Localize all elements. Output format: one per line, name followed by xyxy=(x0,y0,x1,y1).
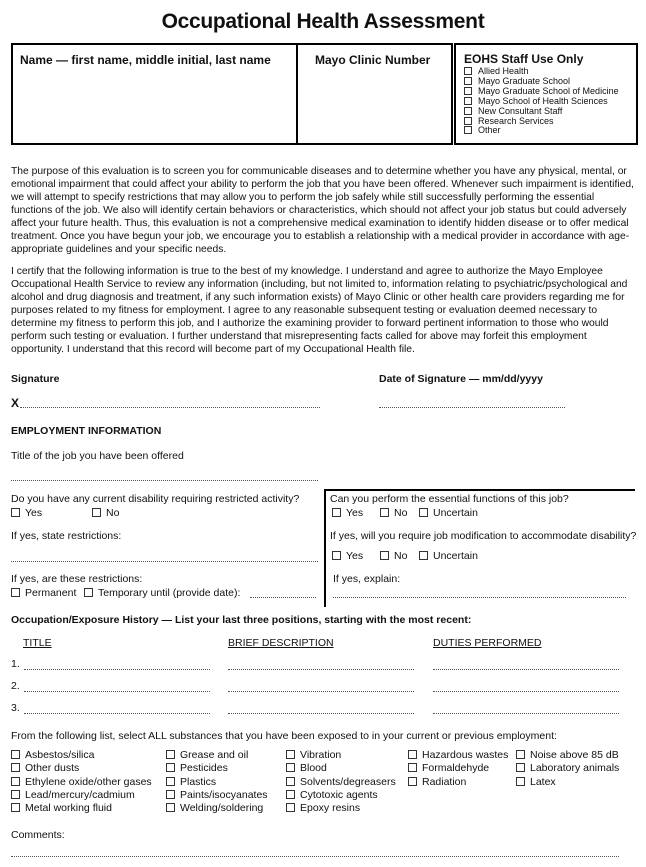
employment-heading: EMPLOYMENT INFORMATION xyxy=(11,425,162,437)
substance-option[interactable]: Hazardous wastes xyxy=(408,749,508,761)
signature-label: Signature xyxy=(11,373,60,385)
eohs-option[interactable]: Mayo Graduate School of Medicine xyxy=(464,87,619,97)
eohs-option[interactable]: New Consultant Staff xyxy=(464,107,619,117)
checkbox-icon[interactable] xyxy=(516,777,525,786)
checkbox-icon[interactable] xyxy=(11,750,20,759)
checkbox-icon[interactable] xyxy=(286,803,295,812)
signature-line[interactable] xyxy=(20,407,320,408)
checkbox-icon[interactable] xyxy=(464,87,472,95)
checkbox-icon[interactable] xyxy=(286,777,295,786)
history-description-line[interactable] xyxy=(228,669,414,670)
checkbox-icon[interactable] xyxy=(286,750,295,759)
substance-option[interactable]: Other dusts xyxy=(11,762,79,774)
disability-no-option[interactable]: No xyxy=(92,507,119,519)
checkbox-icon[interactable] xyxy=(464,126,472,134)
signature-date-label: Date of Signature — mm/dd/yyyy xyxy=(379,373,543,385)
checkbox-icon[interactable] xyxy=(92,508,101,517)
checkbox-icon[interactable] xyxy=(464,107,472,115)
checkbox-icon[interactable] xyxy=(419,508,428,517)
restrictions-type-question: If yes, are these restrictions: xyxy=(11,573,143,585)
eohs-option[interactable]: Other xyxy=(464,126,619,136)
checkbox-icon[interactable] xyxy=(166,763,175,772)
explain-label: If yes, explain: xyxy=(333,573,401,585)
substance-option[interactable]: Metal working fluid xyxy=(11,802,112,814)
checkbox-icon[interactable] xyxy=(11,588,20,597)
checkbox-icon[interactable] xyxy=(419,551,428,560)
name-label: Name — first name, middle initial, last name xyxy=(20,53,271,67)
checkbox-icon[interactable] xyxy=(408,777,417,786)
explain-line[interactable] xyxy=(333,597,626,598)
substances-prompt: From the following list, select ALL substances that you have been exposed to in your current or previous employment: xyxy=(11,730,557,742)
substance-option[interactable]: Welding/soldering xyxy=(166,802,263,814)
permanent-option[interactable]: Permanent xyxy=(11,587,76,599)
checkbox-icon[interactable] xyxy=(380,551,389,560)
history-title-line[interactable] xyxy=(24,669,210,670)
certification-paragraph: I certify that the following information is true to the best of my knowledge. I understand and agree to authorize the Mayo Employee Occupational Health Service to review any information (including, but not limited to, information relating to psychiatric/psychological and alcohol and drug diagnosis and treatment, if any such information exists) of Mayo Clinic or other health care providers regarding me for purposes related to my fitness for employment. I agree to any reasonable subsequent testing or evaluation deemed necessary to determine my fitness to perform this job, and I authorize the examining provider to forward pertinent information to those who would perform such testing or evaluation. I further understand that misrepresenting facts called for above may forfeit this employment opportunity. I understand that this record will become part of my Occupational Health file. xyxy=(11,266,628,355)
clinic-number-label: Mayo Clinic Number xyxy=(315,53,431,67)
history-column-duties: DUTIES PERFORMED xyxy=(433,637,542,649)
history-title-line[interactable] xyxy=(24,691,210,692)
substance-option[interactable]: Laboratory animals xyxy=(516,762,619,774)
history-duties-line[interactable] xyxy=(433,713,619,714)
eohs-title: EOHS Staff Use Only xyxy=(464,52,584,66)
substance-option[interactable]: Noise above 85 dB xyxy=(516,749,619,761)
substance-option[interactable]: Blood xyxy=(286,762,327,774)
comments-line[interactable] xyxy=(11,856,619,857)
purpose-paragraph: The purpose of this evaluation is to screen you for communicable diseases and to determine whether you have any physical, mental, or emotional impairment that could affect your ability to perform the job that you have been offered. Whenever such impairment is identified, we will attempt to specify restrictions that may allow you to perform the job safely while still successfully performing the essential functions of the job. We also will identify certain behaviors or characteristics, which should not affect your job status but could adversely affect your future health. Thus, this evaluation is not a comprehensive medical examination to identify hidden disease or to offer medical treatment. Once you have begun your job, we encourage you to establish a relationship with a medical provider in accordance with age-appropriate guidelines and your specific needs. xyxy=(11,166,634,255)
checkbox-icon[interactable] xyxy=(380,508,389,517)
section-rule xyxy=(324,489,635,491)
checkbox-icon[interactable] xyxy=(464,77,472,85)
name-field[interactable] xyxy=(14,68,292,140)
essential-no-option[interactable]: No xyxy=(380,507,407,519)
history-row-number: 1. xyxy=(11,658,20,670)
checkbox-icon[interactable] xyxy=(516,763,525,772)
substance-option[interactable]: Ethylene oxide/other gases xyxy=(11,776,152,788)
checkbox-icon[interactable] xyxy=(464,97,472,105)
essential-yes-option[interactable]: Yes xyxy=(332,507,363,519)
substance-option[interactable]: Lead/mercury/cadmium xyxy=(11,789,135,801)
signature-date-line[interactable] xyxy=(379,407,565,408)
eohs-option[interactable]: Research Services xyxy=(464,117,619,127)
eohs-option[interactable]: Mayo School of Health Sciences xyxy=(464,97,619,107)
history-row-number: 2. xyxy=(11,680,20,692)
modification-yes-option[interactable]: Yes xyxy=(332,550,363,562)
history-title-line[interactable] xyxy=(24,713,210,714)
temporary-date-line[interactable] xyxy=(250,597,316,598)
job-title-label: Title of the job you have been offered xyxy=(11,450,184,462)
history-column-title: TITLE xyxy=(23,637,52,649)
section-divider xyxy=(324,489,326,607)
modification-uncertain-option[interactable]: Uncertain xyxy=(419,550,478,562)
checkbox-icon[interactable] xyxy=(166,803,175,812)
substance-option[interactable]: Cytotoxic agents xyxy=(286,789,378,801)
checkbox-icon[interactable] xyxy=(464,117,472,125)
state-restrictions-label: If yes, state restrictions: xyxy=(11,530,122,542)
disability-question: Do you have any current disability requiring restricted activity? xyxy=(11,493,300,505)
checkbox-icon[interactable] xyxy=(11,763,20,772)
checkbox-icon[interactable] xyxy=(332,551,341,560)
history-row-number: 3. xyxy=(11,702,20,714)
history-column-description: BRIEF DESCRIPTION xyxy=(228,637,334,649)
modification-no-option[interactable]: No xyxy=(380,550,407,562)
substance-option[interactable]: Vibration xyxy=(286,749,341,761)
eohs-staff-box xyxy=(454,43,638,145)
checkbox-icon[interactable] xyxy=(332,508,341,517)
checkbox-icon[interactable] xyxy=(11,790,20,799)
checkbox-icon[interactable] xyxy=(166,777,175,786)
checkbox-icon[interactable] xyxy=(84,588,93,597)
disability-yes-option[interactable]: Yes xyxy=(11,507,42,519)
checkbox-icon[interactable] xyxy=(408,763,417,772)
history-duties-line[interactable] xyxy=(433,669,619,670)
eohs-option-list xyxy=(464,67,619,136)
substance-option[interactable]: Asbestos/silica xyxy=(11,749,94,761)
checkbox-icon[interactable] xyxy=(11,803,20,812)
history-description-line[interactable] xyxy=(228,691,414,692)
checkbox-icon[interactable] xyxy=(286,790,295,799)
substance-option[interactable]: Solvents/degreasers xyxy=(286,776,396,788)
page-title: Occupational Health Assessment xyxy=(161,10,485,33)
substance-option[interactable]: Plastics xyxy=(166,776,216,788)
checkbox-icon[interactable] xyxy=(166,750,175,759)
eohs-option[interactable]: Mayo Graduate School xyxy=(464,77,619,87)
restrictions-line[interactable] xyxy=(11,561,318,562)
temporary-option[interactable]: Temporary until (provide date): xyxy=(84,587,240,599)
eohs-option[interactable]: Allied Health xyxy=(464,67,619,77)
checkbox-icon[interactable] xyxy=(516,750,525,759)
checkbox-icon[interactable] xyxy=(408,750,417,759)
history-duties-line[interactable] xyxy=(433,691,619,692)
checkbox-icon[interactable] xyxy=(286,763,295,772)
substance-option[interactable]: Grease and oil xyxy=(166,749,248,761)
history-heading: Occupation/Exposure History — List your last three positions, starting with the most recent: xyxy=(11,614,472,626)
essential-uncertain-option[interactable]: Uncertain xyxy=(419,507,478,519)
signature-x-mark: X xyxy=(11,396,20,410)
job-title-line[interactable] xyxy=(11,480,318,481)
checkbox-icon[interactable] xyxy=(11,777,20,786)
substance-option[interactable]: Paints/isocyanates xyxy=(166,789,268,801)
history-description-line[interactable] xyxy=(228,713,414,714)
checkbox-icon[interactable] xyxy=(464,67,472,75)
substance-option[interactable]: Epoxy resins xyxy=(286,802,360,814)
checkbox-icon[interactable] xyxy=(11,508,20,517)
substance-option[interactable]: Formaldehyde xyxy=(408,762,489,774)
substance-option[interactable]: Latex xyxy=(516,776,556,788)
modification-question: If yes, will you require job modification to accommodate disability? xyxy=(330,530,637,542)
clinic-number-field[interactable] xyxy=(298,68,446,140)
checkbox-icon[interactable] xyxy=(166,790,175,799)
substance-option[interactable]: Radiation xyxy=(408,776,466,788)
comments-label: Comments: xyxy=(11,829,65,841)
substance-option[interactable]: Pesticides xyxy=(166,762,228,774)
essential-functions-question: Can you perform the essential functions of this job? xyxy=(330,493,569,505)
